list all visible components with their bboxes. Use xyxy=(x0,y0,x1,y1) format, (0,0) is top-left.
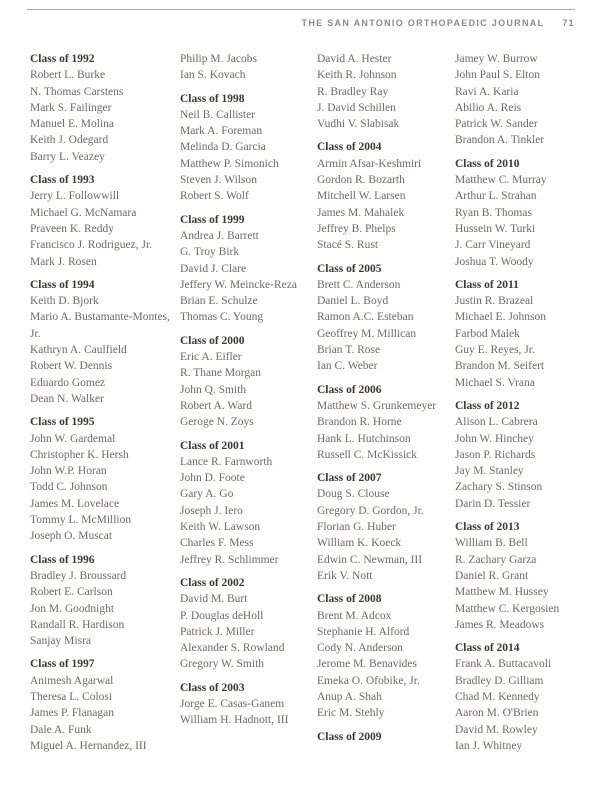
journal-page xyxy=(0,9,600,809)
alumni-name: Brian T. Rose xyxy=(317,344,381,357)
alumni-name: Todd C. Johnson xyxy=(30,481,108,494)
alumni-name: Geoffrey M. Millican xyxy=(317,327,417,340)
alumni-name: Kathryn A. Caulfield xyxy=(30,344,127,357)
alumni-name: Robert L. Burke xyxy=(30,69,106,82)
class-section xyxy=(180,680,309,729)
class-heading: Class of 2002 xyxy=(180,576,245,589)
alumni-name: Jeffrey B. Phelps xyxy=(317,222,396,235)
alumni-name: Neil B. Callister xyxy=(180,108,256,121)
alumni-name: Matthew C. Kergosien xyxy=(455,602,560,615)
alumni-name: Geroge N. Zoys xyxy=(180,416,254,429)
alumni-name: Russell C. McKissick xyxy=(317,448,417,461)
alumni-name: Keith D. Bjork xyxy=(30,295,99,308)
alumni-name: Patrick W. Sander xyxy=(455,118,538,131)
column xyxy=(317,51,455,761)
alumni-name: Armin Afsar-Keshmiri xyxy=(317,157,422,170)
class-section xyxy=(180,333,309,431)
journal-title: THE SAN ANTONIO ORTHOPAEDIC JOURNAL xyxy=(301,18,545,28)
class-heading: Class of 2005 xyxy=(317,262,382,275)
alumni-name: Tommy L. McMillion xyxy=(30,514,132,527)
column xyxy=(455,51,580,761)
alumni-name: Jeffery W. Meincke-Reza xyxy=(180,278,297,291)
alumni-name: J. David Schillen xyxy=(317,101,396,114)
alumni-name: Darin D. Tessier xyxy=(455,497,531,510)
class-heading: Class of 1998 xyxy=(180,92,245,105)
alumni-name: Joseph J. Iero xyxy=(180,504,243,517)
alumni-name: Stephanie H. Alford xyxy=(317,625,410,638)
alumni-name: Keith R. Johnson xyxy=(317,69,397,82)
alumni-name: Matthew S. Grunkemeyer xyxy=(317,399,437,412)
page-number: 71 xyxy=(562,18,575,28)
alumni-name: Animesh Agarwal xyxy=(30,674,114,687)
alumni-name: Florian G. Huber xyxy=(317,521,396,534)
alumni-name: Brett C. Anderson xyxy=(317,278,401,291)
class-heading: Class of 1993 xyxy=(30,174,95,187)
alumni-name: Jeffrey R. Schlimmer xyxy=(180,553,279,566)
class-heading: Class of 1995 xyxy=(30,416,95,429)
alumni-name: Praveen K. Reddy xyxy=(30,222,114,235)
class-heading: Class of 2000 xyxy=(180,334,245,347)
alumni-name: Gordon R. Bozarth xyxy=(317,174,405,187)
alumni-name: G. Troy Birk xyxy=(180,246,240,259)
class-section xyxy=(455,519,572,633)
alumni-name: Keith J. Odegard xyxy=(30,134,109,147)
alumni-name: Jamey W. Burrow xyxy=(455,53,538,65)
class-section xyxy=(30,51,172,165)
alumni-name: J. Carr Vineyard xyxy=(455,239,531,252)
alumni-name: Eduardo Gomez xyxy=(30,376,106,389)
alumni-name: Brian E. Schulze xyxy=(180,295,258,308)
alumni-name: Robert E. Carlson xyxy=(30,586,113,599)
alumni-name: Ian C. Weber xyxy=(317,360,378,373)
alumni-name: Hussein W. Turki xyxy=(455,222,536,235)
alumni-name: Michael G. McNamara xyxy=(30,206,137,219)
header-rule xyxy=(27,9,575,10)
alumni-name: Keith W. Lawson xyxy=(180,521,261,534)
alumni-name: Patrick J. Miller xyxy=(180,625,255,638)
class-heading: Class of 2001 xyxy=(180,439,245,452)
alumni-name: William K. Koeck xyxy=(317,537,402,550)
alumni-name: Daniel R. Grant xyxy=(455,569,529,582)
class-heading: Class of 2014 xyxy=(455,642,520,655)
alumni-name: Edwin C. Newman, III xyxy=(317,553,423,566)
class-section xyxy=(455,156,572,270)
class-heading: Class of 2004 xyxy=(317,141,382,154)
alumni-name: Daniel L. Boyd xyxy=(317,295,389,308)
alumni-name: James M. Lovelace xyxy=(30,497,120,510)
alumni-name: Lance R. Farnworth xyxy=(180,455,273,468)
class-section xyxy=(180,575,309,673)
alumni-name: Guy E. Reyes, Jr. xyxy=(455,344,535,357)
alumni-name: Matthew M. Hussey xyxy=(455,586,549,599)
class-section xyxy=(317,729,447,745)
alumni-name: John Paul S. Elton xyxy=(455,69,540,82)
alumni-name: Aaron M. O'Brien xyxy=(455,707,539,720)
alumni-name: Jerome M. Benavides xyxy=(317,658,417,671)
class-section xyxy=(317,591,447,721)
alumni-name: Arthur L. Strahan xyxy=(455,190,537,203)
alumni-name: Robert S. Wolf xyxy=(180,190,249,203)
alumni-name: Philip M. Jacobs xyxy=(180,53,257,65)
alumni-name: Mark S. Failinger xyxy=(30,101,112,114)
alumni-name: Andrea J. Barrett xyxy=(180,229,259,242)
alumni-name: R. Bradley Ray xyxy=(317,85,389,98)
alumni-name: Theresa L. Colosi xyxy=(30,690,113,703)
alumni-name: Frank A. Buttacavoli xyxy=(455,658,552,671)
alumni-name: John W.P. Horan xyxy=(30,465,107,478)
alumni-name: Barry L. Veazey xyxy=(30,150,105,163)
alumni-name: Ian J. Whitney xyxy=(455,739,523,752)
alumni-name: David M. Burt xyxy=(180,593,248,606)
alumni-name: Ian S. Kovach xyxy=(180,69,246,82)
class-section xyxy=(455,640,572,754)
alumni-name: Brent M. Adcox xyxy=(317,609,392,622)
alumni-name: Michael S. Vrana xyxy=(455,376,535,389)
class-section xyxy=(180,438,309,568)
alumni-name: David A. Hester xyxy=(317,53,392,65)
alumni-name: Jay M. Stanley xyxy=(455,465,524,478)
class-section xyxy=(30,277,172,407)
alumni-name: N. Thomas Carstens xyxy=(30,85,124,98)
alumni-name: Michael E. Johnson xyxy=(455,311,547,324)
alumni-name: Cody N. Anderson xyxy=(317,642,403,655)
alumni-name: Zachary S. Stinson xyxy=(455,481,543,494)
alumni-name: Christopher K. Hersh xyxy=(30,448,129,461)
alumni-name: Chad M. Kennedy xyxy=(455,690,540,703)
alumni-name: R. Zachary Garza xyxy=(455,553,537,566)
alumni-name: James M. Mahalek xyxy=(317,206,405,219)
alumni-name: Brandon A. Tinkler xyxy=(455,134,545,147)
alumni-name: Steven J. Wilson xyxy=(180,174,257,187)
class-heading: Class of 1999 xyxy=(180,213,245,226)
class-section xyxy=(30,656,172,754)
alumni-name: Farbod Malek xyxy=(455,327,520,340)
class-heading: Class of 1997 xyxy=(30,658,95,671)
alumni-name: Vudhi V. Slabisak xyxy=(317,118,400,131)
alumni-name: Manuel E. Molina xyxy=(30,118,114,131)
alumni-name: Francisco J. Rodriguez, Jr. xyxy=(30,239,153,252)
alumni-name: Bradley D. Gilliam xyxy=(455,674,544,687)
alumni-name: Ryan B. Thomas xyxy=(455,206,532,219)
class-section xyxy=(317,470,447,584)
class-section xyxy=(30,172,172,270)
class-section xyxy=(30,552,172,650)
class-heading: Class of 2008 xyxy=(317,593,382,606)
alumni-name: John W. Gardemal xyxy=(30,432,116,445)
alumni-name: Bradley J. Broussard xyxy=(30,569,127,582)
alumni-name: Mark J. Rosen xyxy=(30,255,97,268)
class-heading: Class of 2013 xyxy=(455,521,520,534)
page-header xyxy=(0,17,575,29)
alumni-name: Alexander S. Rowland xyxy=(180,642,285,655)
alumni-name: Melinda D. Garcia xyxy=(180,141,266,154)
column xyxy=(180,51,317,761)
column xyxy=(30,51,180,761)
class-heading: Class of 2006 xyxy=(317,383,382,396)
alumni-name: Joshua T. Woody xyxy=(455,255,534,268)
alumni-name: Erik V. Nott xyxy=(317,569,373,582)
class-section xyxy=(30,414,172,544)
alumni-name: Matthew C. Murray xyxy=(455,174,547,187)
class-heading: Class of 1992 xyxy=(30,53,95,65)
alumni-name: Brandon M. Seifert xyxy=(455,360,545,373)
columns xyxy=(0,51,600,761)
class-section xyxy=(455,277,572,391)
alumni-name: Doug S. Clouse xyxy=(317,488,390,501)
alumni-name: Sanjay Misra xyxy=(30,635,92,648)
alumni-name: Anup A. Shah xyxy=(317,690,382,703)
class-section xyxy=(180,212,309,326)
class-section xyxy=(180,91,309,205)
alumni-name: John D. Foote xyxy=(180,472,245,485)
alumni-name: Gregory W. Smith xyxy=(180,658,265,671)
alumni-name: Gregory D. Gordon, Jr. xyxy=(317,504,424,517)
alumni-name: Eric M. Stehly xyxy=(317,707,385,720)
alumni-name: Miguel A. Hernandez, III xyxy=(30,739,147,752)
class-section xyxy=(317,261,447,375)
alumni-name: Joseph O. Muscat xyxy=(30,530,113,543)
alumni-name: Mark A. Foreman xyxy=(180,125,263,138)
class-section xyxy=(317,51,447,132)
alumni-name: David M. Rowley xyxy=(455,723,538,736)
class-section xyxy=(317,139,447,253)
alumni-name: Gary A. Go xyxy=(180,488,234,501)
alumni-name: R. Thane Morgan xyxy=(180,367,262,380)
alumni-name: Charles F. Mess xyxy=(180,537,254,550)
alumni-name: Justin R. Brazeal xyxy=(455,295,534,308)
alumni-name: Robert A. Ward xyxy=(180,399,253,412)
alumni-name: Robert W. Dennis xyxy=(30,360,113,373)
alumni-name: Thomas C. Young xyxy=(180,311,264,324)
alumni-name: Jon M. Goodnight xyxy=(30,602,115,615)
alumni-name: James P. Flanagan xyxy=(30,707,115,720)
alumni-name: Jerry L. Followwill xyxy=(30,190,120,203)
alumni-name: Emeka O. Ofobike, Jr. xyxy=(317,674,420,687)
class-section xyxy=(455,398,572,512)
alumni-name: Ravi A. Karia xyxy=(455,85,519,98)
class-section xyxy=(180,51,309,84)
alumni-name: Alison L. Cabrera xyxy=(455,416,538,429)
class-section xyxy=(317,382,447,463)
class-heading: Class of 2011 xyxy=(455,278,519,291)
alumni-name: Matthew P. Simonich xyxy=(180,157,279,170)
alumni-name: Mitchell W. Larsen xyxy=(317,190,406,203)
alumni-name: David J. Clare xyxy=(180,262,247,275)
class-heading: Class of 2010 xyxy=(455,157,520,170)
alumni-name: Hank L. Hutchinson xyxy=(317,432,411,445)
class-heading: Class of 1994 xyxy=(30,278,95,291)
alumni-name: James R. Meadows xyxy=(455,618,545,631)
alumni-name: Jason P. Richards xyxy=(455,448,536,461)
class-heading: Class of 2003 xyxy=(180,681,245,694)
alumni-name: William H. Hadnott, III xyxy=(180,714,289,727)
alumni-name: William B. Bell xyxy=(455,537,528,550)
alumni-name: P. Douglas deHoll xyxy=(180,609,264,622)
alumni-name: Brandon R. Horne xyxy=(317,416,402,429)
alumni-name: Eric A. Eifler xyxy=(180,351,242,364)
alumni-name: Dean N. Walker xyxy=(30,392,104,405)
alumni-name: Randall R. Hardison xyxy=(30,618,125,631)
class-heading: Class of 2009 xyxy=(317,730,382,743)
class-section xyxy=(455,51,572,149)
alumni-name: Mario A. Bustamante-Montes, Jr. xyxy=(30,311,170,340)
alumni-name: Dale A. Funk xyxy=(30,723,92,736)
alumni-name: Abilio A. Reis xyxy=(455,101,522,114)
alumni-name: Stacé S. Rust xyxy=(317,239,379,252)
class-heading: Class of 2012 xyxy=(455,399,520,412)
class-heading: Class of 1996 xyxy=(30,553,95,566)
alumni-name: John Q. Smith xyxy=(180,383,247,396)
class-heading: Class of 2007 xyxy=(317,472,382,485)
alumni-name: Ramon A.C. Esteban xyxy=(317,311,414,324)
alumni-name: John W. Hinchey xyxy=(455,432,534,445)
alumni-name: Jorge E. Casas-Ganem xyxy=(180,697,285,710)
